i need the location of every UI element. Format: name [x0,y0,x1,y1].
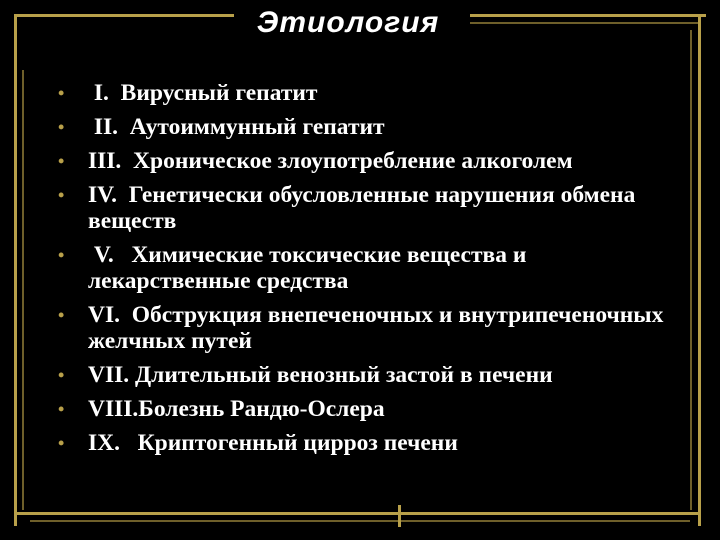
bullet-dot-icon: • [58,399,65,419]
bullet-dot-icon: • [58,117,65,137]
frame-tick-bottom [398,505,401,527]
list-item [56,114,676,140]
list-item-text: VII. Длительный венозный застой в печени [88,362,553,388]
bullet-dot-icon: • [58,185,65,205]
list-item [56,148,676,174]
list-item [56,362,676,388]
bullet-list [56,80,676,464]
list-item-text: I. Вирусный гепатит [88,80,318,106]
bullet-dot-icon: • [58,83,65,103]
frame-line-right-inner [690,30,692,510]
bullet-dot-icon: • [58,305,65,325]
list-item-text: IX. Криптогенный цирроз печени [88,430,458,456]
slide-title: Этиология [256,6,440,39]
list-item-text: IV. Генетически обусловленные нарушения обмена веществ [88,182,642,234]
bullet-dot-icon: • [58,151,65,171]
frame-line-bottom-inner [30,520,690,522]
list-item-text: II. Аутоиммунный гепатит [88,114,385,140]
list-item [56,182,676,234]
bullet-dot-icon: • [58,433,65,453]
list-item-text: VI. Обструкция внепеченочных и внутрипеченочных желчных путей [88,302,676,354]
frame-line-left [14,14,17,526]
frame-line-left-inner [22,70,24,510]
list-item [56,396,676,422]
list-item [56,80,676,106]
list-item-text: III. Хроническое злоупотребление алкоголем [88,148,573,174]
list-item-text: VIII.Болезнь Рандю-Ослера [88,396,385,422]
list-item-text: V. Химические токсические вещества и лекарственные средства [88,242,533,294]
frame-line-right [698,14,701,526]
bullet-dot-icon: • [58,245,65,265]
bullet-dot-icon: • [58,365,65,385]
list-item [56,242,676,294]
list-item [56,302,676,354]
list-item [56,430,676,456]
frame-line-bottom [14,512,701,515]
